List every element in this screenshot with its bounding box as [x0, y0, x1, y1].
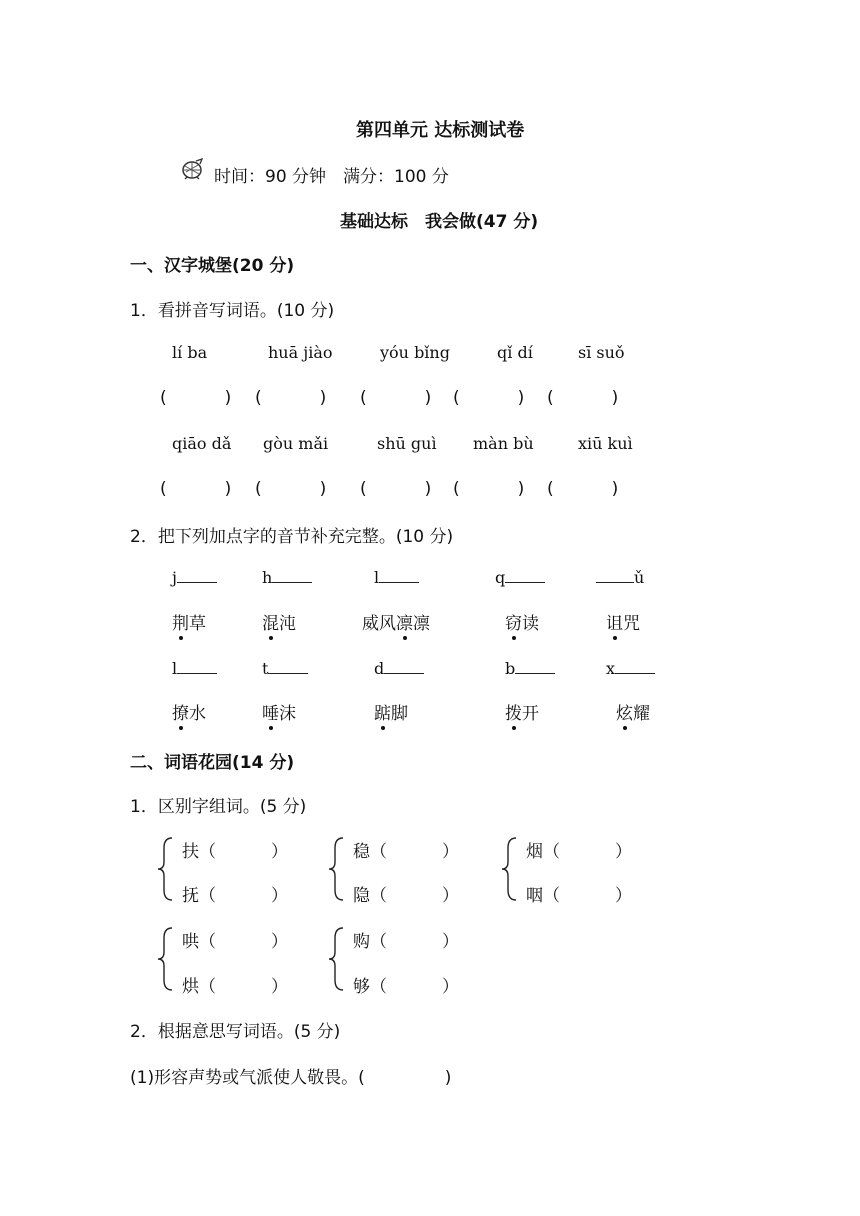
char-group-item[interactable]: 稳（ ）	[353, 842, 459, 862]
answer-box[interactable]: ( )	[255, 479, 327, 499]
answer-box[interactable]: ( )	[255, 388, 327, 408]
dotted-word: 唾沫	[262, 699, 296, 724]
curly-brace-icon	[156, 836, 176, 902]
pinyin-item: sī suǒ	[578, 343, 625, 362]
syllable-blank[interactable]: ǔ	[596, 568, 644, 587]
answer-box[interactable]: ( )	[160, 388, 232, 408]
answer-box[interactable]: ( )	[453, 388, 525, 408]
char-group-item[interactable]: 隐（ ）	[353, 886, 459, 906]
pinyin-item: màn bù	[473, 434, 534, 453]
syllable-blank[interactable]: l	[374, 568, 419, 587]
dotted-word: 荆草	[172, 609, 206, 634]
q1-label: 1．看拼音写词语。(10 分)	[130, 301, 335, 321]
curly-brace-icon	[327, 836, 347, 902]
answer-box[interactable]: ( )	[360, 479, 432, 499]
pinyin-item: gòu mǎi	[263, 434, 329, 453]
q2-label: 2．根据意思写词语。(5 分)	[130, 1022, 341, 1042]
q2-label: 2．把下列加点字的音节补充完整。(10 分)	[130, 527, 454, 547]
dotted-word: 炫耀	[616, 699, 650, 724]
syllable-blank[interactable]: d	[374, 659, 424, 678]
pinyin-item: xiū kuì	[578, 434, 633, 453]
syllable-blank[interactable]: t	[262, 659, 308, 678]
syllable-blank[interactable]: h	[262, 568, 312, 587]
dotted-word: 混沌	[262, 609, 296, 634]
page-title: 第四单元 达标测试卷	[356, 120, 525, 141]
clock-sketch-icon	[180, 158, 206, 180]
char-group-item[interactable]: 咽（ ）	[526, 886, 632, 906]
char-group-item[interactable]: 哄（ ）	[182, 932, 288, 952]
section-heading: 基础达标 我会做(47 分)	[340, 212, 539, 232]
pinyin-item: qǐ dí	[497, 343, 533, 362]
char-group-item[interactable]: 扶（ ）	[182, 842, 288, 862]
char-group-item[interactable]: 够（ ）	[353, 977, 459, 997]
curly-brace-icon	[156, 926, 176, 992]
dotted-word: 窃读	[505, 609, 539, 634]
time-info: 时间：90 分钟 满分：100 分	[214, 167, 449, 187]
dotted-word: 踮脚	[374, 699, 408, 724]
char-group-item[interactable]: 购（ ）	[353, 932, 459, 952]
q1-label: 1．区别字组词。(5 分)	[130, 797, 307, 817]
dotted-word: 拨开	[505, 699, 539, 724]
curly-brace-icon	[327, 926, 347, 992]
syllable-blank[interactable]: b	[505, 659, 555, 678]
char-group-item[interactable]: 抚（ ）	[182, 886, 288, 906]
pinyin-item: huā jiào	[268, 343, 333, 362]
syllable-blank[interactable]: l	[172, 659, 217, 678]
answer-box[interactable]: ( )	[360, 388, 432, 408]
char-group-item[interactable]: 烟（ ）	[526, 842, 632, 862]
dotted-word: 诅咒	[606, 609, 640, 634]
definition-item[interactable]: (1)形容声势或气派使人敬畏。( )	[130, 1068, 452, 1088]
char-group-item[interactable]: 烘（ ）	[182, 977, 288, 997]
dotted-word: 撩水	[172, 699, 206, 724]
pinyin-item: qiāo dǎ	[172, 434, 232, 453]
answer-box[interactable]: ( )	[160, 479, 232, 499]
answer-box[interactable]: ( )	[547, 388, 619, 408]
syllable-blank[interactable]: x	[606, 659, 655, 678]
answer-box[interactable]: ( )	[547, 479, 619, 499]
syllable-blank[interactable]: q	[495, 568, 545, 587]
pinyin-item: lí ba	[172, 343, 208, 362]
pinyin-item: yóu bǐng	[380, 343, 450, 362]
syllable-blank[interactable]: j	[172, 568, 217, 587]
dotted-word: 威风凛凛	[362, 609, 430, 634]
curly-brace-icon	[500, 836, 520, 902]
pinyin-item: shū guì	[377, 434, 437, 453]
part1-heading: 一、汉字城堡(20 分)	[130, 256, 295, 276]
part2-heading: 二、词语花园(14 分)	[130, 753, 295, 773]
answer-box[interactable]: ( )	[453, 479, 525, 499]
